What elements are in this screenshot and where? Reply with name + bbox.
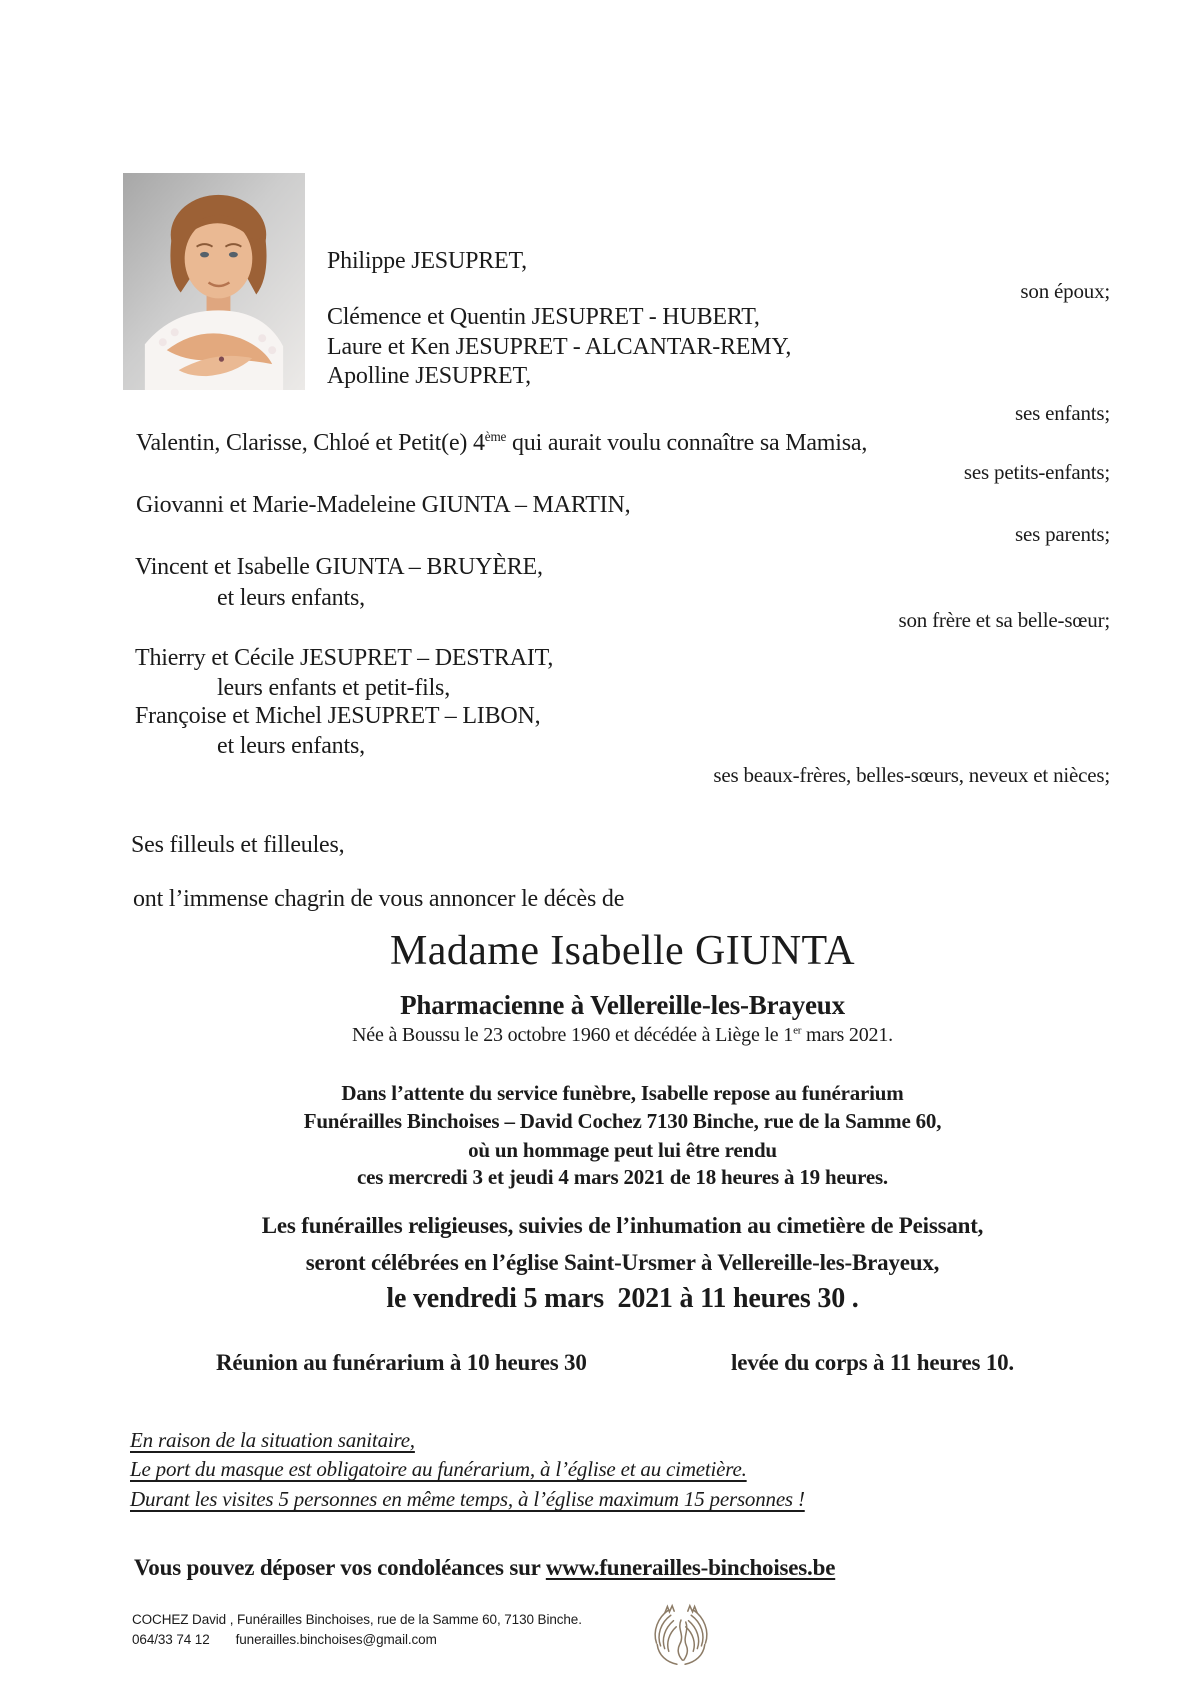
children-relation-label: ses enfants;: [1015, 401, 1110, 425]
deceased-name: Madame Isabelle GIUNTA: [390, 928, 855, 974]
phoenix-logo-drawing: [645, 1601, 717, 1669]
footer-address: COCHEZ David , Funérailles Binchoises, rue de la Samme 60, 7130 Binche.: [132, 1612, 582, 1627]
brother-relation-label: son frère et sa belle-sœur;: [898, 608, 1110, 632]
funerarium-line-1: Dans l’attente du service funèbre, Isabelle repose au funérarium: [341, 1081, 904, 1105]
husband-relation-label: son époux;: [1020, 279, 1110, 303]
footer-email-link[interactable]: funerailles.binchoises@gmail.com: [235, 1632, 437, 1647]
godchildren-line: Ses filleuls et filleules,: [131, 832, 345, 858]
inlaws-relation-label: ses beaux-frères, belles-sœurs, neveux et nièces;: [713, 763, 1110, 787]
grandchildren-relation-label: ses petits-enfants;: [963, 460, 1110, 484]
grandchildren-names-pre: Valentin, Clarisse, Chloé et Petit(e) 4: [136, 430, 485, 456]
grandchildren-names-line: [136, 430, 867, 457]
ceremony-date-line: le vendredi 5 mars 2021 à 11 heures 30 .: [386, 1283, 859, 1314]
ordinal-superscript: er: [793, 1024, 802, 1037]
condolences-text: Vous pouvez déposer vos condoléances sur: [134, 1555, 546, 1580]
funerarium-line-3: où un hommage peut lui être rendu: [468, 1138, 777, 1162]
funerarium-line-4: ces mercredi 3 et jeudi 4 mars 2021 de 18 heures à 19 heures.: [356, 1165, 888, 1189]
child-name-line: Laure et Ken JESUPRET - ALCANTAR-REMY,: [327, 334, 792, 360]
deceased-life-dates: [135, 1024, 1110, 1046]
inlaw-children-line: leurs enfants et petit-fils,: [217, 675, 450, 701]
inlaw-name-line: Françoise et Michel JESUPRET – LIBON,: [135, 703, 541, 729]
life-dates-pre: Née à Boussu le 23 octobre 1960 et décédée à Liège le 1: [352, 1024, 794, 1046]
funerarium-line-2: Funérailles Binchoises – David Cochez 7130 Binche, rue de la Samme 60,: [303, 1109, 942, 1133]
grandchildren-names-post: qui aurait voulu connaître sa Mamisa,: [506, 430, 868, 456]
portrait-photo: [123, 173, 305, 390]
covid-note-2: Le port du masque est obligatoire au funérarium, à l’église et au cimetière.: [130, 1457, 747, 1481]
husband-name-line: Philippe JESUPRET,: [327, 248, 527, 274]
ceremony-line-2: seront célébrées en l’église Saint-Ursmer à Vellereille-les-Brayeux,: [305, 1250, 940, 1275]
life-dates-post: mars 2021.: [801, 1024, 893, 1046]
phoenix-logo-icon: [645, 1601, 717, 1669]
parents-name-line: Giovanni et Marie-Madeleine GIUNTA – MARTIN,: [136, 492, 631, 518]
child-name-line: Apolline JESUPRET,: [327, 363, 531, 389]
portrait-photo-image: [123, 173, 305, 390]
deceased-profession: Pharmacienne à Vellereille-les-Brayeux: [400, 990, 845, 1020]
condolences-website-link[interactable]: www.funerailles-binchoises.be: [545, 1555, 836, 1580]
covid-note-1: En raison de la situation sanitaire,: [130, 1428, 415, 1452]
covid-note-3: Durant les visites 5 personnes en même temps, à l’église maximum 15 personnes !: [130, 1487, 805, 1511]
inlaw-children-line: et leurs enfants,: [217, 733, 365, 759]
announcement-line: ont l’immense chagrin de vous annoncer le décès de: [133, 886, 625, 912]
body-removal-time: levée du corps à 11 heures 10.: [731, 1350, 1014, 1375]
footer-phone: 064/33 74 12: [132, 1632, 210, 1647]
inlaw-name-line: Thierry et Cécile JESUPRET – DESTRAIT,: [135, 645, 554, 671]
meeting-time: Réunion au funérarium à 10 heures 30: [216, 1350, 587, 1375]
ordinal-superscript: ème: [484, 429, 507, 444]
brother-name-line: Vincent et Isabelle GIUNTA – BRUYÈRE,: [135, 554, 543, 580]
ceremony-line-1: Les funérailles religieuses, suivies de l’inhumation au cimetière de Peissant,: [261, 1213, 984, 1238]
brother-children-line: et leurs enfants,: [217, 585, 365, 611]
footer-contact-line: [132, 1632, 437, 1647]
parents-relation-label: ses parents;: [1015, 522, 1110, 546]
condolences-line: [134, 1555, 835, 1581]
child-name-line: Clémence et Quentin JESUPRET - HUBERT,: [327, 304, 760, 330]
